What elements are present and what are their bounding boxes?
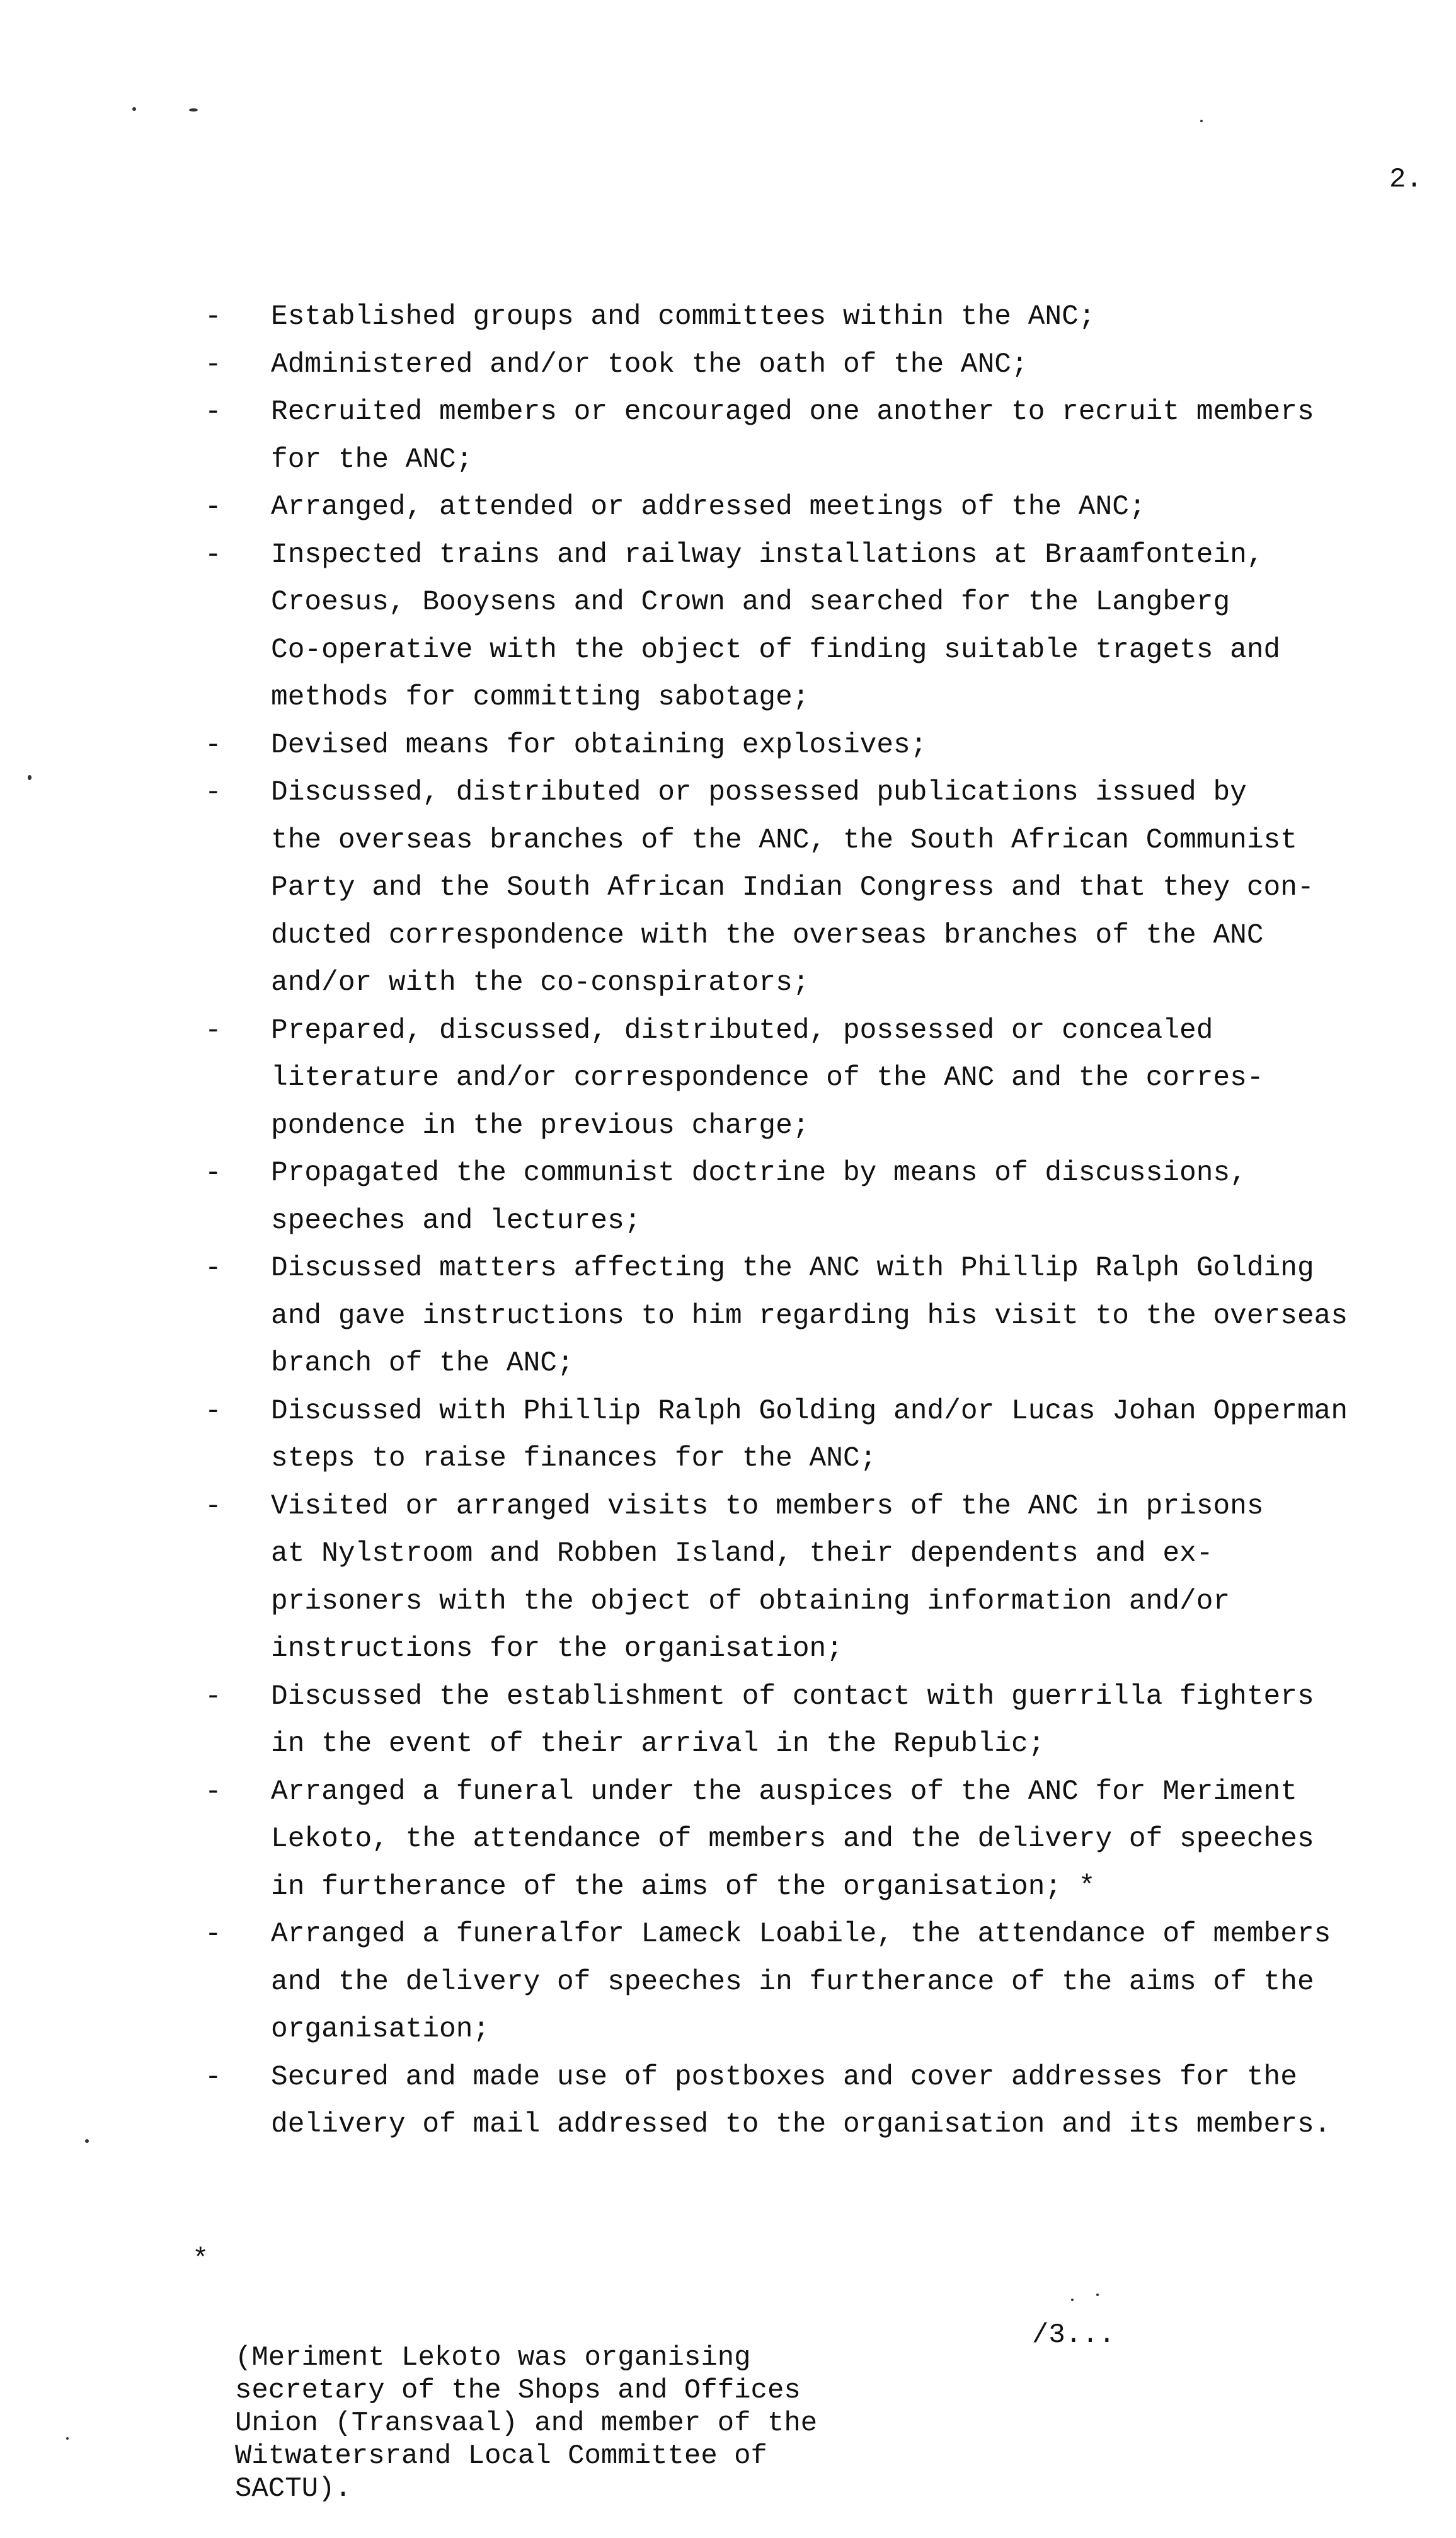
list-dash: - (205, 396, 222, 428)
list-item (205, 1150, 1389, 1245)
list-dash: - (205, 1919, 222, 1950)
list-item (205, 1769, 1389, 1912)
list-item (205, 1483, 1389, 1674)
list-dash: - (205, 1490, 222, 1522)
scan-speck (1071, 2299, 1074, 2301)
list-dash: - (205, 539, 222, 571)
list-item-text: Discussed, distributed or possessed publications issued by the overseas branches of the ANC, the South African Communist Party and the South African Indian Congress and that they con- ducted correspondence with the overseas branches of the ANC and/or with the co-conspirators; (271, 777, 1314, 999)
page-number: 2. (1389, 164, 1423, 195)
list-item (205, 389, 1389, 484)
list-item (205, 722, 1389, 770)
list-dash: - (205, 348, 222, 381)
scan-speck (189, 108, 198, 112)
list-item-text: Recruited members or encouraged one another to recruit members for the ANC; (271, 396, 1314, 476)
list-item (205, 1388, 1389, 1483)
list-dash: - (205, 729, 222, 761)
list-item-text: Administered and/or took the oath of the ANC; (271, 348, 1028, 381)
list-item-text: Discussed the establishment of contact with guerrilla fighters in the event of their arrival in the Republic; (271, 1680, 1314, 1760)
list-item-text: Discussed with Phillip Ralph Golding and/or Lucas Johan Opperman steps to raise finances for the ANC; (271, 1395, 1348, 1474)
list-dash: - (205, 1253, 222, 1284)
scan-speck (28, 775, 32, 780)
list-dash: - (205, 2061, 222, 2093)
footnote-text: (Meriment Lekoto was organising secretary of the Shops and Offices Union (Transvaal) and member of the Witwatersrand Local Committee of SACTU). (235, 2342, 818, 2505)
scan-speck (66, 2437, 69, 2440)
list-item (205, 484, 1389, 532)
list-dash: - (205, 1157, 222, 1189)
scan-speck (1096, 2294, 1099, 2296)
list-item-text: Arranged a funeralfor Lameck Loabile, the attendance of members and the delivery of speeches in furtherance of the aims of the organisation; (271, 1919, 1331, 2045)
continuation-marker: /3... (1032, 2319, 1116, 2351)
list-dash: - (205, 301, 222, 333)
list-item-text: Visited or arranged visits to members of the ANC in prisons at Nylstroom and Robben Island, their dependents and ex- prisoners with the object of obtaining information and/or instructions for the organisation; (271, 1490, 1264, 1665)
list-dash: - (205, 777, 222, 808)
list-dash: - (205, 491, 222, 523)
list-item-text: Propagated the communist doctrine by means of discussions, speeches and lectures; (271, 1157, 1247, 1237)
scan-speck (85, 2139, 89, 2143)
list-dash: - (205, 1395, 222, 1427)
list-item-text: Devised means for obtaining explosives; (271, 729, 927, 761)
allegations-list (205, 294, 1389, 2149)
list-item (205, 294, 1389, 342)
list-item (205, 1674, 1389, 1769)
list-item-text: Discussed matters affecting the ANC with Phillip Ralph Golding and gave instructions to him regarding his visit to the overseas branch of the ANC; (271, 1253, 1348, 1379)
footnote (192, 2243, 885, 2538)
list-item-text: Established groups and committees within the ANC; (271, 301, 1096, 333)
list-item-text: Inspected trains and railway installations at Braamfontein, Croesus, Booysens and Crown and searched for the Langberg Co-operative with the object of finding suitable tragets and methods for committing sabotage; (271, 539, 1281, 713)
list-item (205, 1008, 1389, 1151)
list-item (205, 1911, 1389, 2054)
scan-speck (1200, 120, 1203, 122)
scan-speck (132, 107, 136, 111)
list-item-text: Arranged, attended or addressed meetings of the ANC; (271, 491, 1146, 523)
list-dash: - (205, 1014, 222, 1047)
list-item (205, 342, 1389, 389)
list-item (205, 532, 1389, 722)
list-item-text: Arranged a funeral under the auspices of the ANC for Meriment Lekoto, the attendance of members and the delivery of speeches in furtherance of the aims of the organisation; * (271, 1776, 1314, 1903)
list-item (205, 2054, 1389, 2149)
list-item-text: Prepared, discussed, distributed, possessed or concealed literature and/or correspondence of the ANC and the corres- pondence in the previous charge; (271, 1014, 1264, 1142)
list-item (205, 1245, 1389, 1388)
list-item (205, 769, 1389, 1008)
list-dash: - (205, 1680, 222, 1713)
list-dash: - (205, 1776, 222, 1808)
list-item-text: Secured and made use of postboxes and cover addresses for the delivery of mail addressed to the organisation and its members. (271, 2061, 1331, 2140)
footnote-marker: * (192, 2244, 209, 2275)
